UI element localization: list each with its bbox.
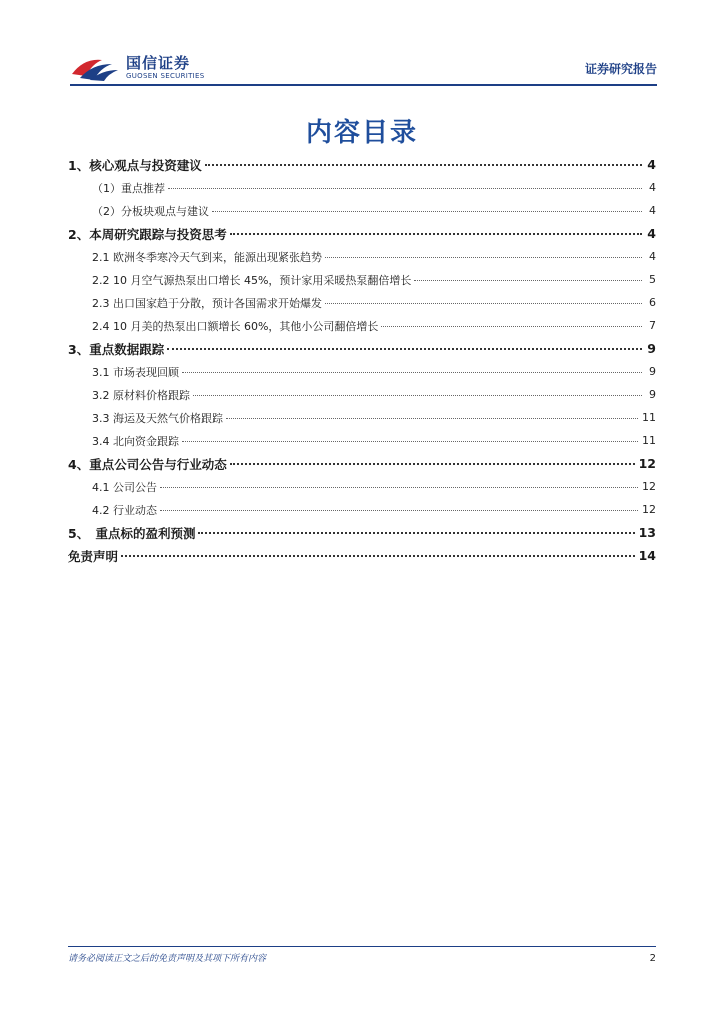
toc-subsection-entry[interactable] [68, 176, 656, 199]
toc-entry-page: 5 [649, 273, 656, 286]
footer-divider [68, 946, 656, 947]
table-of-contents [68, 153, 656, 567]
toc-entry-page: 7 [649, 319, 656, 332]
toc-dot-leader [226, 417, 638, 419]
toc-subsection-entry[interactable] [68, 498, 656, 521]
toc-subsection-entry[interactable] [68, 406, 656, 429]
toc-entry-title: 2.2 10 月空气源热泵出口增长 45%，预计家用采暖热泵翻倍增长 [92, 272, 414, 288]
logo-chinese-name: 国信证券 [126, 54, 191, 72]
footer-disclaimer: 请务必阅读正文之后的免责声明及其项下所有内容 [68, 954, 267, 964]
toc-dot-leader [325, 256, 642, 258]
report-type-label: 证券研究报告 [584, 62, 657, 76]
page-number: 2 [649, 953, 656, 964]
toc-dot-leader [121, 554, 635, 557]
toc-section-entry[interactable] [68, 544, 656, 567]
toc-entry-page: 4 [649, 204, 656, 217]
toc-entry-page: 4 [649, 250, 656, 263]
toc-dot-leader [230, 232, 642, 235]
toc-dot-leader [381, 325, 642, 327]
toc-entry-title: 3、重点数据跟踪 [68, 340, 167, 358]
toc-entry-title: 3.2 原材料价格跟踪 [92, 387, 193, 403]
toc-subsection-entry[interactable] [68, 291, 656, 314]
toc-entry-page: 14 [638, 548, 656, 563]
toc-section-entry[interactable] [68, 222, 656, 245]
toc-subsection-entry[interactable] [68, 383, 656, 406]
toc-dot-leader [212, 210, 642, 212]
toc-entry-page: 12 [642, 503, 656, 516]
toc-section-entry[interactable] [68, 521, 656, 544]
toc-entry-page: 4 [649, 181, 656, 194]
toc-entry-page: 12 [642, 480, 656, 493]
toc-subsection-entry[interactable] [68, 268, 656, 291]
toc-section-entry[interactable] [68, 153, 656, 176]
toc-dot-leader [160, 486, 638, 488]
toc-entry-title: 免责声明 [68, 547, 121, 565]
toc-entry-title: （2）分板块观点与建议 [92, 203, 212, 219]
toc-entry-title: 3.3 海运及天然气价格跟踪 [92, 410, 226, 426]
toc-dot-leader [160, 509, 638, 511]
toc-entry-title: 2.3 出口国家趋于分散，预计各国需求开始爆发 [92, 295, 325, 311]
toc-entry-title: 3.1 市场表现回顾 [92, 364, 182, 380]
toc-entry-title: 4.2 行业动态 [92, 502, 160, 518]
toc-section-entry[interactable] [68, 337, 656, 360]
toc-entry-title: 2.4 10 月美的热泵出口额增长 60%，其他小公司翻倍增长 [92, 318, 381, 334]
toc-entry-page: 4 [647, 157, 656, 172]
logo-english-name: GUOSEN SECURITIES [126, 72, 205, 80]
toc-section-entry[interactable] [68, 452, 656, 475]
toc-entry-page: 12 [638, 456, 656, 471]
toc-entry-title: 2.1 欧洲冬季寒冷天气到来，能源出现紧张趋势 [92, 249, 325, 265]
toc-subsection-entry[interactable] [68, 360, 656, 383]
toc-dot-leader [167, 347, 642, 350]
toc-dot-leader [193, 394, 642, 396]
toc-dot-leader [182, 440, 638, 442]
toc-entry-page: 9 [649, 365, 656, 378]
toc-entry-title: 4.1 公司公告 [92, 479, 160, 495]
toc-entry-page: 13 [638, 525, 656, 540]
guosen-logo-icon [70, 54, 120, 82]
page-header [70, 48, 657, 84]
toc-entry-title: 2、本周研究跟踪与投资思考 [68, 225, 230, 243]
toc-dot-leader [230, 462, 635, 465]
toc-subsection-entry[interactable] [68, 199, 656, 222]
toc-entry-page: 6 [649, 296, 656, 309]
toc-entry-title: 5、 重点标的盈利预测 [68, 524, 198, 542]
toc-subsection-entry[interactable] [68, 429, 656, 452]
toc-entry-page: 11 [642, 434, 656, 447]
toc-entry-page: 4 [647, 226, 656, 241]
toc-subsection-entry[interactable] [68, 475, 656, 498]
toc-entry-title: 1、核心观点与投资建议 [68, 156, 205, 174]
header-divider [70, 84, 657, 86]
toc-entry-page: 11 [642, 411, 656, 424]
toc-dot-leader [198, 531, 634, 534]
toc-entry-title: （1）重点推荐 [92, 180, 168, 196]
toc-subsection-entry[interactable] [68, 314, 656, 337]
toc-dot-leader [205, 163, 642, 166]
toc-title: 内容目录 [305, 118, 418, 148]
toc-subsection-entry[interactable] [68, 245, 656, 268]
toc-dot-leader [168, 187, 642, 189]
toc-dot-leader [182, 371, 642, 373]
toc-dot-leader [325, 302, 642, 304]
toc-entry-title: 4、重点公司公告与行业动态 [68, 455, 230, 473]
toc-entry-title: 3.4 北向资金跟踪 [92, 433, 182, 449]
toc-dot-leader [414, 279, 642, 281]
toc-entry-page: 9 [649, 388, 656, 401]
company-logo [70, 52, 205, 84]
toc-entry-page: 9 [647, 341, 656, 356]
